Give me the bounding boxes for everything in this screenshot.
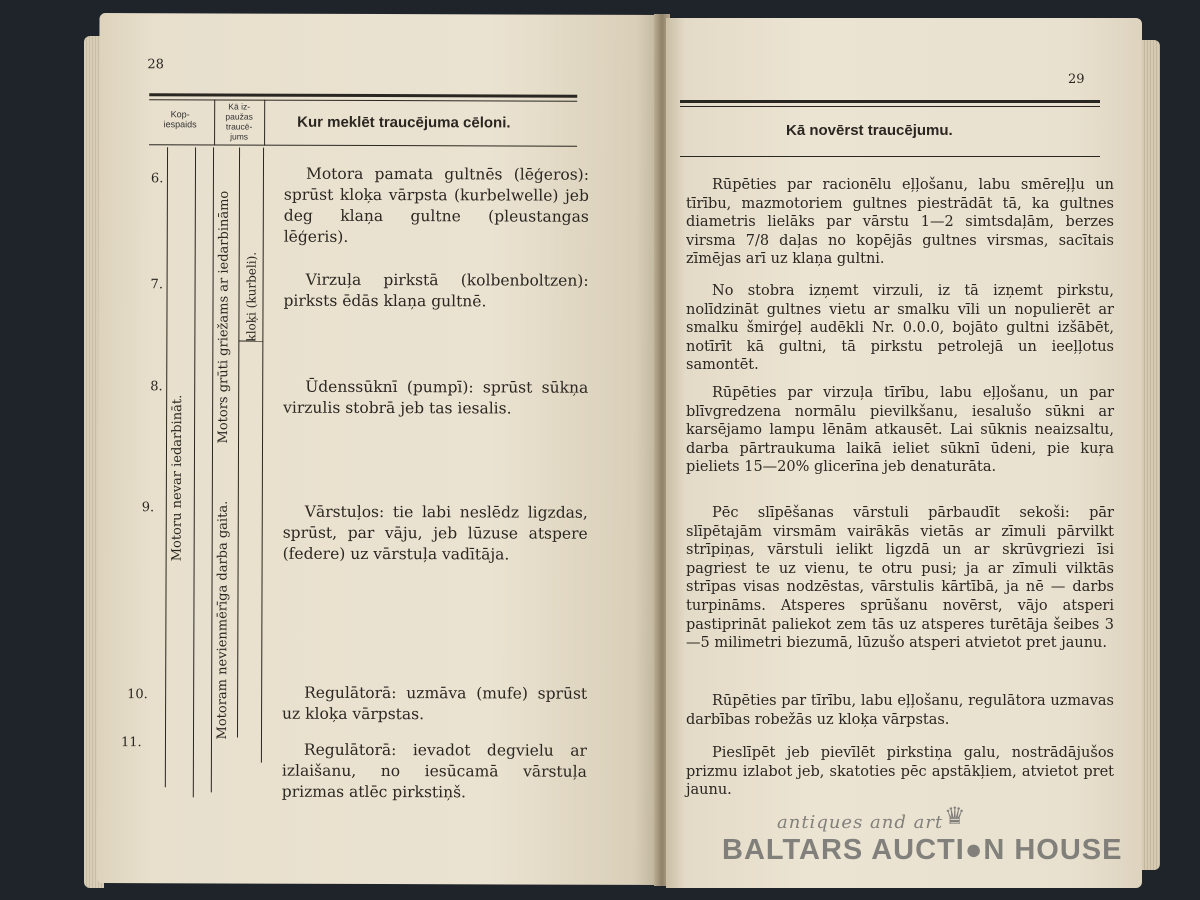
right-page — [666, 18, 1142, 888]
row-cause-text: Virzuļa pirkstā (kolbenboltzen): pirksts ēdās klaņa gultnē. — [283, 270, 589, 311]
watermark-name: BALTARS AUCTI●N HOUSE — [722, 834, 1123, 866]
header-top-rule — [149, 93, 577, 97]
remedy-paragraph: Rūpēties par racionēlu eļļošanu, labu smēreļļu un tīrību, mazmotoriem gultnes piestrādāt tā, ka gultnes diametris lielāks par vārstu 1—2 simtsdaļām, berzes virsma 7/8 daļas no kopējās gultnes virsmas, sacītais zīmējas arī uz klaņa gultni. — [686, 177, 1114, 268]
header-top-rule-right — [680, 100, 1100, 103]
open-book — [70, 14, 1140, 890]
crown-icon: ♛ — [944, 803, 966, 830]
header-col-ka-izpauzas: Kā iz- paužas traucē- jums — [225, 101, 253, 142]
header-remedy: Kā novērst traucējumu. — [786, 122, 953, 139]
header-divider-2 — [264, 100, 265, 146]
column-line-b — [193, 147, 196, 797]
row-cause-text: Motora pamata gultnēs (lēģeros): sprūst kloķa vārpsta (kurbelwelle) jeb deg klaņa gultne (pleustangas lēģeris). — [283, 164, 589, 246]
header-col-cause: Kur meklēt traucējuma cēloni. — [297, 113, 511, 132]
group-label-cannot-start: Motoru nevar iedarbināt. — [169, 394, 186, 562]
header-top-rule-thin-right — [680, 106, 1100, 107]
page-number-left: 28 — [147, 57, 164, 73]
group-label-hard-to-turn-2: kloķi (kurbeli). — [244, 251, 259, 342]
watermark-tagline: antiques and art — [777, 812, 944, 833]
column-line-d — [237, 148, 240, 738]
remedy-paragraph: No stobra izņemt virzuli, iz tā izņemt pirkstu, nolīdzināt gultnes vietu ar smalku vīli un nopulierēt ar smalku šmirģeļ audēkli Nr. 0.0.0, bojāto gultni izšābēt, notīrīt kā gultni, tā pirkstu petrolejā un ieeļļotus samontēt. — [686, 283, 1114, 374]
header-divider-1 — [214, 99, 215, 145]
header-col-kopiespaids: Kop- iespaids — [163, 109, 197, 130]
row-number: 6. — [150, 171, 164, 187]
group-label-uneven-running: Motoram nevienmērīga darba gaita. — [214, 500, 231, 740]
row-cause-text: Ūdenssūknī (pumpī): sprūst sūkņa virzulis stobrā jeb tas iesalis. — [283, 377, 589, 418]
row-number: 9. — [141, 500, 155, 516]
page-number-right: 29 — [1068, 72, 1085, 87]
column-line-c — [211, 147, 214, 792]
row-number: 10. — [127, 687, 148, 703]
column-line-a — [165, 147, 168, 787]
row-cause-text: Regulātorā: ievadot degvielu ar izlaišanu, no iesūcamā vārstuļa prizmas atlēc pirkstiņš. — [281, 740, 587, 802]
left-page — [96, 13, 659, 885]
row-cause-text: Vārstuļos: tie labi neslēdz ligzdas, sprūst, par vāju, jeb lūzuse atspere (federe) uz vārstuļa vadītāja. — [282, 502, 588, 564]
group-label-hard-to-turn-1: Motors grūti griežams ar iedarbināmo — [216, 190, 232, 444]
row-number: 11. — [120, 735, 142, 751]
column-line-e — [261, 148, 264, 763]
row-number: 8. — [150, 379, 163, 395]
remedy-paragraph: Rūpēties par tīrību, labu eļļošanu, regulātora uzmavas darbības robežās uz kloķa vārpstas. — [686, 693, 1114, 728]
header-bottom-rule-right — [680, 156, 1100, 157]
row-cause-text: Regulātorā: uzmāva (mufe) sprūst uz kloķa vārpstas. — [282, 683, 588, 724]
remedy-paragraph: Pieslīpēt jeb pievīlēt pirkstiņa galu, nostrādājušos prizmu izlabot jeb, skatoties pēc apstākļiem, atvietot pret jaunu. — [686, 745, 1114, 799]
remedy-paragraph: Rūpēties par virzuļa tīrību, labu eļļošanu, un par blīvgredzena normālu pievilkšanu, iesalušo sūkni ar karsējamo lampu lēnām atkausēt. Lai sūknis neaizsaltu, darba pārtraukuma laikā ieliet sūknī ūdeni, pie kuŗa pieliets 15—20% glicerīna jeb denaturāta. — [686, 385, 1114, 476]
remedy-paragraph: Pēc slīpēšanas vārstuli pārbaudīt sekoši: pār slīpētajām virsmām vairākās vietās ar zīmuli pārvilkt strīpiņas, vārstuli ielikt ligzdā un ar skrūvgriezi īsi pagriest te uz vienu, te otru pusi; ja ar zīmuli vilktās strīpas visas nodzēstas, vārstulis kārtībā, ja nē — darbs turpināms. Atsperes sprūšanu novērst, vājo atsperi pastiprināt paliekot zem tās uz atsperes turētāja šeibes 3—5 milimetri biezumā, lūzušo atsperi atvietot pret jaunu. — [686, 505, 1114, 652]
row-number: 7. — [150, 277, 164, 293]
